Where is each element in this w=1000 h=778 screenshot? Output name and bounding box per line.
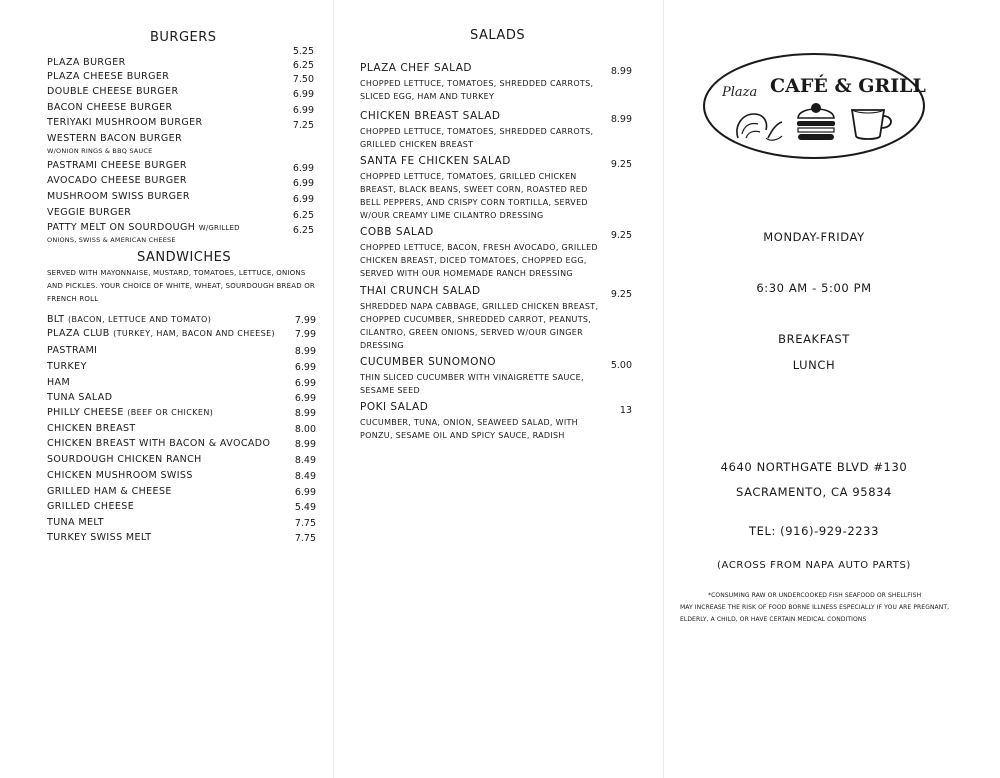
salad-description-line: DRESSING [360, 341, 404, 350]
sandwich-name: TUNA SALAD [47, 392, 113, 403]
salad-description-line: SHREDDED NAPA CABBAGE, GRILLED CHICKEN BREAST, [360, 302, 599, 311]
sandwich-price: 8.99 [294, 439, 316, 450]
burger-price: 6.25 [292, 60, 314, 71]
sandwich-price: 8.99 [294, 408, 316, 419]
burger-name: PLAZA BURGER [47, 57, 126, 68]
salad-description-line: CHOPPED LETTUCE, TOMATOES, SHREDDED CARROTS, [360, 79, 594, 88]
salad-description-line: CUCUMBER, TUNA, ONION, SEAWEED SALAD, WITH [360, 418, 578, 427]
cafe-logo-art [702, 52, 926, 160]
sandwich-detail: (BACON, LETTUCE AND TOMATO) [67, 315, 212, 324]
sandwich-price: 6.99 [294, 378, 316, 389]
food-warning [680, 590, 980, 626]
lunch-text: LUNCH [792, 358, 836, 372]
sandwich-price: 6.99 [294, 362, 316, 373]
sandwich-price: 8.49 [294, 455, 316, 466]
burger-name: PLAZA CHEESE BURGER [47, 71, 170, 82]
sandwich-item [47, 486, 172, 497]
burger-item [47, 86, 178, 97]
sandwich-price: 7.75 [294, 533, 316, 544]
sandwich-price: 8.99 [294, 346, 316, 357]
sandwich-price: 8.49 [294, 471, 316, 482]
salad-description-line: GRILLED CHICKEN BREAST [360, 140, 474, 149]
salad-description-line: CHOPPED CUCUMBER, SHREDDED CARROT, PEANUTS, [360, 315, 592, 324]
sandwich-price: 6.99 [294, 487, 316, 498]
burger-price: 6.99 [292, 105, 314, 116]
logo-script-text: Plaza [722, 85, 758, 100]
burger-name: VEGGIE BURGER [47, 207, 132, 218]
sandwich-price: 7.99 [294, 329, 316, 340]
burger-item [47, 102, 173, 113]
salads-heading: SALADS [470, 28, 526, 43]
breakfast-text: BREAKFAST [778, 332, 850, 346]
sandwich-name: HAM [47, 377, 71, 388]
salad-description-line: PONZU, SESAME OIL AND SPICY SAUCE, RADISH [360, 431, 565, 440]
sandwich-item [47, 532, 152, 543]
address-line2: SACRAMENTO, CA 95834 [736, 485, 892, 499]
sandwich-price: 6.99 [294, 393, 316, 404]
burger-item [47, 160, 187, 171]
sandwich-name: PLAZA CLUB [47, 328, 110, 339]
sandwich-name: CHICKEN BREAST WITH BACON & AVOCADO [47, 438, 271, 449]
burger-name: BACON CHEESE BURGER [47, 102, 173, 113]
salad-description-line: SESAME SEED [360, 386, 420, 395]
warning-line-3: ELDERLY, A CHILD, OR HAVE CERTAIN MEDICAL CONDITIONS [680, 616, 867, 623]
salad-description-line: W/OUR CREAMY LIME CILANTRO DRESSING [360, 211, 544, 220]
burger-price: 6.99 [292, 163, 314, 174]
burger-price: 7.25 [292, 120, 314, 131]
salad-name: SANTA FE CHICKEN SALAD [360, 155, 511, 167]
salad-description-line: CHICKEN BREAST, DICED TOMATOES, CHOPPED EGG, [360, 256, 587, 265]
logo-name-text: CAFÉ & GRILL [770, 75, 926, 97]
sandwich-item [47, 345, 97, 356]
sandwich-item [47, 470, 193, 481]
days-text: MONDAY-FRIDAY [763, 230, 865, 244]
salad-name: PLAZA CHEF SALAD [360, 62, 472, 74]
coffee-cup-icon [852, 110, 891, 139]
sandwich-name: GRILLED HAM & CHEESE [47, 486, 172, 497]
sandwich-price: 8.00 [294, 424, 316, 435]
sandwich-name: GRILLED CHEESE [47, 501, 135, 512]
burger-name: TERIYAKI MUSHROOM BURGER [47, 117, 203, 128]
salad-name: CUCUMBER SUNOMONO [360, 356, 496, 368]
salad-price: 5.00 [610, 360, 632, 371]
sandwich-item [47, 314, 211, 325]
sandwich-item [47, 392, 112, 403]
sandwich-name: PHILLY CHEESE [47, 407, 124, 418]
burger-price: 7.50 [292, 74, 314, 85]
sandwich-item [47, 438, 270, 449]
sandwich-item [47, 407, 213, 418]
sandwich-name: BLT [47, 314, 65, 325]
cafe-logo [702, 52, 926, 160]
burger-price: 6.99 [292, 178, 314, 189]
burger-item [47, 175, 187, 186]
salad-description-line: BREAST, BLACK BEANS, SWEET CORN, ROASTED RED [360, 185, 588, 194]
burger-item [47, 71, 169, 82]
burger-item [47, 222, 240, 233]
burger-name: WESTERN BACON BURGER [47, 133, 183, 144]
sandwich-name: CHICKEN BREAST [47, 423, 136, 434]
salad-description-line: CHOPPED LETTUCE, TOMATOES, GRILLED CHICKEN [360, 172, 577, 181]
burger-item [47, 117, 203, 128]
burger-name: AVOCADO CHEESE BURGER [47, 175, 187, 186]
burger-price: 6.25 [292, 225, 314, 236]
salad-description-line: BELL PEPPERS, AND CRISPY CORN TORTILLA, SERVED [360, 198, 588, 207]
salad-description-line: CILANTRO, GREEN ONIONS, SERVED W/OUR GINGER [360, 328, 583, 337]
warning-line-1: *CONSUMING RAW OR UNDERCOOKED FISH SEAFOOD OR SHELLFISH [708, 592, 922, 599]
burger-item [47, 57, 126, 68]
burger-price: 6.99 [292, 194, 314, 205]
sandwich-item [47, 377, 70, 388]
burger-name: DOUBLE CHEESE BURGER [47, 86, 179, 97]
shrimp-icon [737, 114, 782, 140]
burger-item [47, 133, 182, 144]
burger-subtext: W/ONION RINGS & BBQ SAUCE [47, 147, 153, 155]
burger-item [47, 191, 190, 202]
sandwich-price: 7.75 [294, 518, 316, 529]
sandwich-name: TUNA MELT [47, 517, 104, 528]
salad-price: 9.25 [610, 289, 632, 300]
burger-price: 6.25 [292, 210, 314, 221]
landmark-text: (ACROSS FROM NAPA AUTO PARTS) [717, 560, 911, 571]
sandwich-item [47, 501, 134, 512]
burgers-top-price: 5.25 [292, 46, 314, 57]
sandwiches-heading: SANDWICHES [137, 250, 232, 265]
salad-description-line: THIN SLICED CUCUMBER WITH VINAIGRETTE SAUCE, [360, 373, 584, 382]
burger-price: 6.99 [292, 89, 314, 100]
burger-subtext: ONIONS, SWISS & AMERICAN CHEESE [47, 236, 176, 244]
sandwich-detail: (BEEF OR CHICKEN) [127, 408, 214, 417]
sandwich-price: 5.49 [294, 502, 316, 513]
sandwich-item [47, 328, 275, 339]
address-line1: 4640 NORTHGATE BLVD #130 [720, 460, 908, 474]
sandwich-item [47, 454, 202, 465]
burger-name: MUSHROOM SWISS BURGER [47, 191, 190, 202]
hours-text: 6:30 AM - 5:00 PM [756, 281, 872, 295]
salad-description-line: SERVED WITH OUR HOMEMADE RANCH DRESSING [360, 269, 573, 278]
burger-icon [797, 103, 835, 140]
sandwich-item [47, 361, 87, 372]
burger-name-suffix: W/GRILLED [198, 224, 240, 232]
sandwich-name: SOURDOUGH CHICKEN RANCH [47, 454, 202, 465]
salad-price: 8.99 [610, 114, 632, 125]
burgers-heading: BURGERS [150, 30, 217, 45]
salad-name: POKI SALAD [360, 401, 429, 413]
burger-item [47, 207, 131, 218]
salad-price: 9.25 [610, 159, 632, 170]
salad-name: THAI CRUNCH SALAD [360, 285, 481, 297]
sandwiches-note: SERVED WITH MAYONNAISE, MUSTARD, TOMATOES, LETTUCE, ONIONS AND PICKLES. YOUR CHOICE OF WHITE, WHEAT, SOURDOUGH BREAD OR FRENCH ROLL [47, 269, 315, 303]
sandwich-detail: (TURKEY, HAM, BACON AND CHEESE) [113, 329, 276, 338]
salad-description-line: CHOPPED LETTUCE, TOMATOES, SHREDDED CARROTS, [360, 127, 594, 136]
sandwich-name: PASTRAMI [47, 345, 98, 356]
sandwich-name: CHICKEN MUSHROOM SWISS [47, 470, 193, 481]
salad-price: 8.99 [610, 66, 632, 77]
salad-name: COBB SALAD [360, 226, 434, 238]
sandwich-price: 7.99 [294, 315, 316, 326]
warning-line-2: MAY INCREASE THE RISK OF FOOD BORNE ILLNESS ESPECIALLY IF YOU ARE PREGNANT, [680, 604, 950, 611]
phone-text: TEL: (916)-929-2233 [748, 524, 880, 538]
sandwich-item [47, 423, 136, 434]
salad-price: 13 [619, 405, 632, 416]
sandwich-item [47, 517, 104, 528]
sandwich-name: TURKEY SWISS MELT [47, 532, 152, 543]
salad-name: CHICKEN BREAST SALAD [360, 110, 501, 122]
salad-description-line: SLICED EGG, HAM AND TURKEY [360, 92, 495, 101]
salad-description-line: CHOPPED LETTUCE, BACON, FRESH AVOCADO, GRILLED [360, 243, 598, 252]
salad-price: 9.25 [610, 230, 632, 241]
sandwich-name: TURKEY [47, 361, 87, 372]
burger-name: PASTRAMI CHEESE BURGER [47, 160, 187, 171]
burger-name: PATTY MELT ON SOURDOUGH [47, 222, 196, 233]
